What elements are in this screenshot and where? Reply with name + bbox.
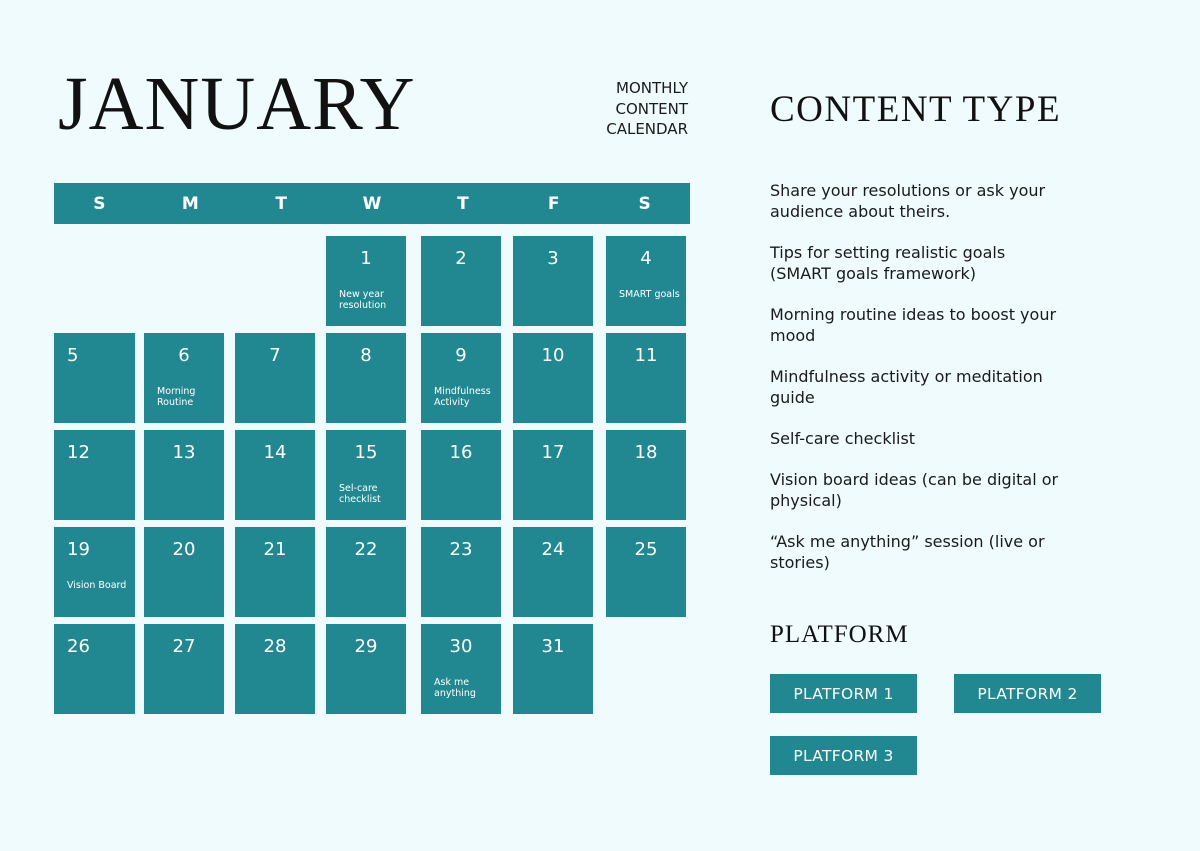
day-number: 4 xyxy=(640,248,652,269)
day-cell[interactable] xyxy=(235,333,315,423)
day-number: 22 xyxy=(354,539,378,560)
day-number: 24 xyxy=(541,539,565,560)
day-number: 9 xyxy=(455,345,467,366)
weekday-header xyxy=(54,183,690,224)
calendar-subtitle xyxy=(560,78,688,140)
day-number: 1 xyxy=(360,248,372,269)
day-number: 6 xyxy=(178,345,190,366)
content-type-item: Self-care checklist xyxy=(770,429,916,448)
day-number: 12 xyxy=(67,442,90,463)
day-cell[interactable] xyxy=(235,624,315,714)
day-number: 8 xyxy=(360,345,372,366)
platform-title: PLATFORM xyxy=(770,621,909,648)
day-number: 23 xyxy=(449,539,473,560)
content-type-item: Morning routine ideas to boost your mood xyxy=(770,305,1057,345)
day-number: 10 xyxy=(541,345,565,366)
platform-1-button[interactable]: PLATFORM 1 xyxy=(770,674,917,713)
subtitle-line: CONTENT xyxy=(615,99,688,118)
platform-2-button[interactable]: PLATFORM 2 xyxy=(954,674,1101,713)
day-cell[interactable] xyxy=(326,236,406,326)
day-cell[interactable] xyxy=(54,333,135,423)
day-note: New year resolution xyxy=(339,289,387,311)
weekday-label: T xyxy=(275,193,287,214)
day-cell[interactable] xyxy=(421,333,501,423)
day-cell[interactable] xyxy=(144,624,224,714)
day-cell[interactable] xyxy=(144,527,224,617)
day-number: 18 xyxy=(634,442,658,463)
content-type-item: Vision board ideas (can be digital or physical) xyxy=(770,470,1059,510)
day-cell[interactable] xyxy=(144,333,224,423)
day-cell[interactable] xyxy=(606,430,686,520)
day-number: 5 xyxy=(67,345,79,366)
day-cell[interactable] xyxy=(513,527,593,617)
day-cell[interactable] xyxy=(606,527,686,617)
content-type-item: “Ask me anything” session (live or stories) xyxy=(770,532,1045,572)
day-cell[interactable] xyxy=(606,333,686,423)
day-number: 29 xyxy=(354,636,378,657)
day-cell[interactable] xyxy=(235,527,315,617)
day-note: Sel-care checklist xyxy=(339,483,381,505)
day-number: 2 xyxy=(455,248,467,269)
content-type-item: Tips for setting realistic goals (SMART goals framework) xyxy=(770,243,1006,283)
day-cell[interactable] xyxy=(421,236,501,326)
day-number: 28 xyxy=(263,636,287,657)
day-cell[interactable] xyxy=(513,624,593,714)
day-number: 25 xyxy=(634,539,658,560)
day-note: Mindfulness Activity xyxy=(434,386,491,408)
day-cell[interactable] xyxy=(326,624,406,714)
day-cell[interactable] xyxy=(421,624,501,714)
content-type-title: CONTENT TYPE xyxy=(770,89,1062,130)
day-cell[interactable] xyxy=(144,430,224,520)
weekday-label: T xyxy=(457,193,469,214)
day-cell[interactable] xyxy=(513,430,593,520)
weekday-label: S xyxy=(638,193,651,214)
weekday-label: S xyxy=(93,193,106,214)
day-number: 17 xyxy=(541,442,565,463)
platform-3-button[interactable]: PLATFORM 3 xyxy=(770,736,917,775)
day-cell[interactable] xyxy=(421,430,501,520)
day-number: 27 xyxy=(172,636,196,657)
day-number: 3 xyxy=(547,248,559,269)
day-cell[interactable] xyxy=(54,430,135,520)
content-type-list xyxy=(770,180,1060,593)
day-cell[interactable] xyxy=(421,527,501,617)
subtitle-line: CALENDAR xyxy=(606,120,688,138)
day-number: 20 xyxy=(172,539,196,560)
day-number: 15 xyxy=(354,442,378,463)
day-cell[interactable] xyxy=(326,430,406,520)
weekday-label: W xyxy=(362,193,382,214)
day-cell[interactable] xyxy=(54,624,135,714)
day-cell[interactable] xyxy=(235,430,315,520)
month-title: JANUARY xyxy=(58,62,416,146)
day-cell[interactable] xyxy=(606,236,686,326)
day-number: 7 xyxy=(269,345,281,366)
day-cell[interactable] xyxy=(326,527,406,617)
day-cell[interactable] xyxy=(513,333,593,423)
content-type-item: Share your resolutions or ask your audience about theirs. xyxy=(770,181,1046,221)
weekday-label: F xyxy=(547,193,560,214)
day-cell[interactable] xyxy=(54,527,135,617)
content-type-item: Mindfulness activity or meditation guide xyxy=(770,367,1043,407)
day-cell[interactable] xyxy=(326,333,406,423)
day-note: SMART goals xyxy=(619,289,680,300)
day-number: 19 xyxy=(67,539,90,560)
day-number: 31 xyxy=(541,636,565,657)
day-number: 14 xyxy=(263,442,287,463)
day-number: 21 xyxy=(263,539,287,560)
subtitle-line: MONTHLY xyxy=(616,79,688,97)
weekday-label: M xyxy=(181,193,199,214)
day-note: Vision Board xyxy=(67,580,127,591)
day-number: 16 xyxy=(449,442,473,463)
day-note: Ask me anything xyxy=(434,677,476,699)
day-number: 13 xyxy=(172,442,196,463)
day-note: Morning Routine xyxy=(157,386,196,408)
day-cell[interactable] xyxy=(513,236,593,326)
day-number: 26 xyxy=(67,636,90,657)
day-number: 30 xyxy=(449,636,473,657)
day-number: 11 xyxy=(634,345,658,366)
